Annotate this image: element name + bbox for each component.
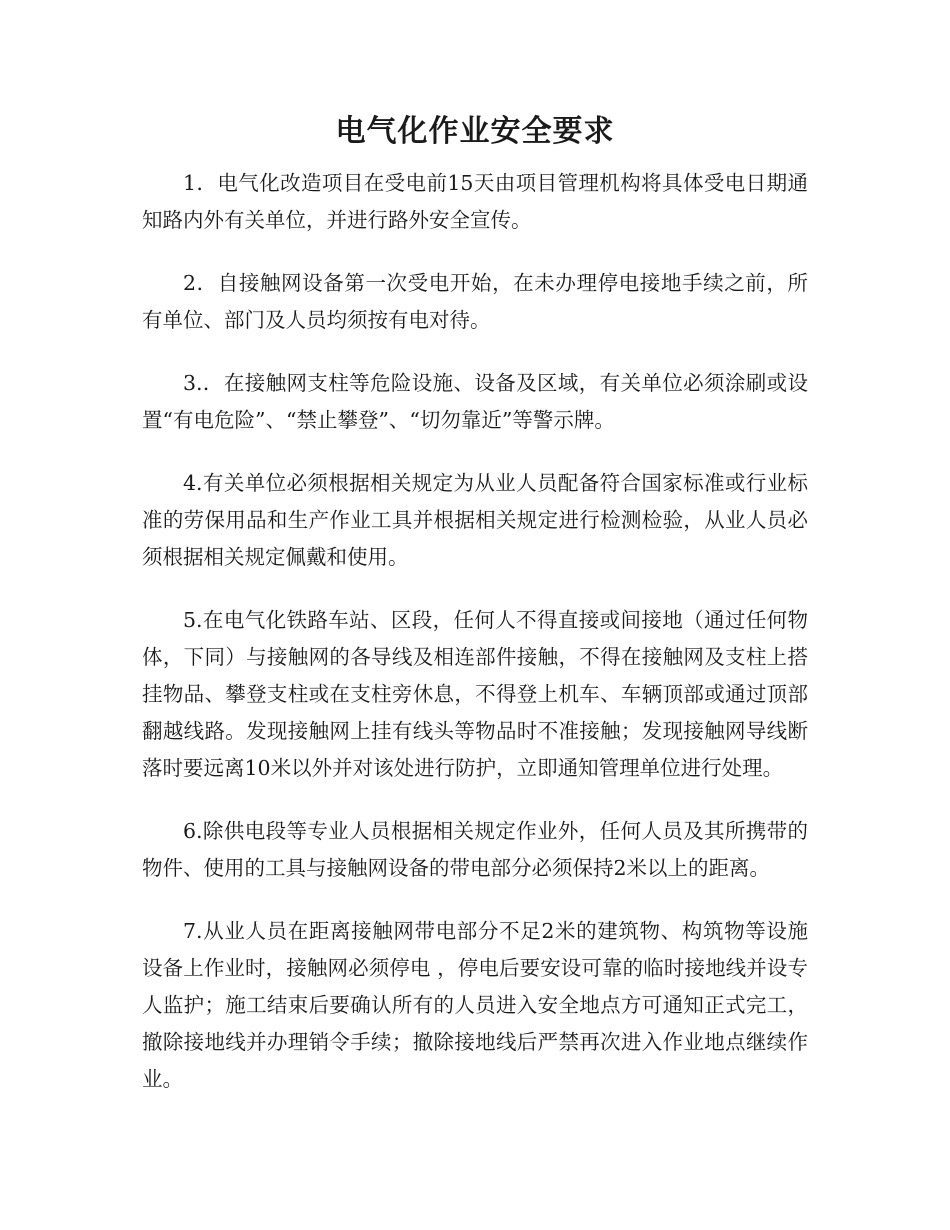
- paragraph-2: 2．自接触网设备第一次受电开始，在未办理停电接地手续之前，所有单位、部门及人员均须按有电对待。: [142, 271, 808, 332]
- paragraph-1: 1．电气化改造项目在受电前15天由项目管理机构将具体受电日期通知路内外有关单位，并进行路外安全宣传。: [142, 171, 808, 232]
- paragraph-4: 4.有关单位必须根据相关规定为从业人员配备符合国家标准或行业标准的劳保用品和生产作业工具并根据相关规定进行检测检验，从业人员必须根据相关规定佩戴和使用。: [142, 471, 808, 569]
- paragraph-6: 6.除供电段等专业人员根据相关规定作业外，任何人员及其所携带的物件、使用的工具与接触网设备的带电部分必须保持2米以上的距离。: [142, 819, 808, 880]
- paragraph-5: 5.在电气化铁路车站、区段，任何人不得直接或间接地（通过任何物体，下同）与接触网的各导线及相连部件接触，不得在接触网及支柱上搭挂物品、攀登支柱或在支柱旁休息，不得登上机车、车辆顶部或通过顶部翻越线路。发现接触网上挂有线头等物品时不准接触；发现接触网导线断落时要远离10米以外并对该处进行防护，立即通知管理单位进行处理。: [142, 608, 808, 780]
- paragraph-3: 3.．在接触网支柱等危险设施、设备及区域，有关单位必须涂刷或设置“有电危险”、“禁止攀登”、“切勿靠近”等警示牌。: [142, 371, 808, 432]
- document-body: [142, 165, 808, 1124]
- paragraph-7: 7.从业人员在距离接触网带电部分不足2米的建筑物、构筑物等设施设备上作业时，接触网必须停电 ，停电后要安设可靠的临时接地线并设专人监护；施工结束后要确认所有的人员进入安全地点方可通知正式完工，撤除接地线并办理销令手续；撤除接地线后严禁再次进入作业地点继续作业。: [142, 919, 808, 1091]
- document-title: 电气化作业安全要求: [335, 114, 615, 149]
